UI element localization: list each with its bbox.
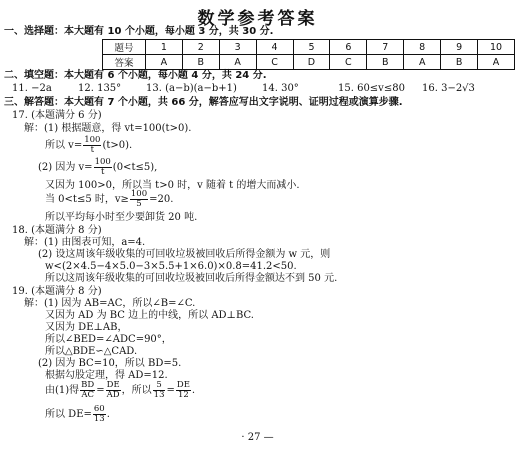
- table-cell: 答案: [103, 55, 146, 70]
- q19-line: 根据勾股定理，得 AD=12.: [45, 370, 168, 381]
- answer-table: [102, 39, 515, 70]
- q18-line: 所以这周该年级收集的可回收垃圾被回收后所得金额达不到 50 元.: [45, 273, 338, 284]
- q18-line: w<(2×4.5−4×5.0−3×5.5+1×6.0)×0.8=41.2<50.: [45, 261, 297, 272]
- table-cell: 2: [182, 40, 219, 55]
- fraction: [80, 381, 95, 400]
- denominator: 13: [93, 414, 105, 424]
- fraction: [94, 158, 112, 177]
- q17-title: 17. (本题满分 6 分): [12, 110, 102, 121]
- fraction: [93, 405, 106, 424]
- fraction: [176, 381, 191, 400]
- table-cell: C: [256, 55, 293, 70]
- fill-answer: 13. (a−b)(a−b+1): [146, 83, 237, 94]
- table-cell: 10: [478, 40, 515, 55]
- table-cell: A: [404, 55, 441, 70]
- numerator: 5: [153, 381, 166, 391]
- q19-line: 所以△BDE∽△CAD.: [45, 346, 138, 357]
- table-row: [103, 55, 515, 70]
- q17-line: 所以平均每小时至少要卸货 20 吨.: [45, 212, 198, 223]
- q17-line: 解：(1) 根据题意，得 vt=100(t>0).: [24, 123, 192, 134]
- text: 所以 DE=: [45, 409, 92, 420]
- section-fill-header: 二、填空题：本大题有 6 个小题，每小题 4 分，共 24 分.: [4, 70, 267, 81]
- numerator: 100: [130, 189, 148, 199]
- table-cell: B: [182, 55, 219, 70]
- table-cell: 9: [441, 40, 478, 55]
- numerator: 60: [93, 404, 105, 414]
- q19-line: 又因为 AD 为 BC 边上的中线，所以 AD⊥BC.: [45, 310, 254, 321]
- text: 所以 v=: [45, 140, 83, 151]
- numerator: 100: [84, 135, 101, 145]
- q18-title: 18. (本题满分 8 分): [12, 225, 102, 236]
- denominator: AC: [81, 390, 95, 400]
- q19-line: (2) 因为 BC=10，所以 BD=5.: [38, 358, 182, 369]
- fraction: [130, 190, 148, 209]
- text: .: [191, 385, 196, 396]
- q17-line: [45, 136, 132, 156]
- q18-line: (2) 设这周该年级收集的可回收垃圾被回收后所得金额为 w 元，则: [38, 249, 331, 260]
- table-cell: C: [330, 55, 367, 70]
- q19-line: 所以∠BED=∠ADC=90°，: [45, 334, 172, 345]
- table-row: [103, 40, 515, 55]
- numerator: 100: [94, 157, 111, 167]
- fill-answer: 14. 30°: [262, 83, 299, 94]
- fraction: [106, 381, 121, 400]
- table-cell: D: [293, 55, 330, 70]
- table-cell: 8: [404, 40, 441, 55]
- table-cell: B: [441, 55, 478, 70]
- table-cell: 3: [219, 40, 256, 55]
- q19-line: 又因为 DE⊥AB，: [45, 322, 128, 333]
- fill-answer: 16. 3−2√3: [422, 83, 475, 94]
- fill-answer: 11. −2a: [12, 83, 52, 94]
- table-cell: 4: [256, 40, 293, 55]
- q19-title: 19. (本题满分 8 分): [12, 286, 102, 297]
- section-solution-header: 三、解答题：本大题有 7 个小题，共 66 分，解答应写出文字说明、证明过程或演算步骤.: [4, 97, 403, 108]
- section-choice-header: 一、选择题：本大题有 10 个小题，每小题 3 分，共 30 分.: [4, 26, 274, 37]
- table-cell: 7: [367, 40, 404, 55]
- text: =: [96, 385, 105, 396]
- text: (0<t≤5),: [112, 162, 158, 173]
- text: ，所以: [121, 385, 152, 396]
- denominator: AD: [106, 390, 120, 400]
- table-cell: A: [145, 55, 182, 70]
- table-cell: 5: [293, 40, 330, 55]
- q19-line: [45, 380, 195, 402]
- fill-answer: 12. 135°: [78, 83, 122, 94]
- q17-line: [38, 158, 157, 178]
- fraction: [83, 136, 101, 155]
- page-title: 数学参考答案: [197, 9, 318, 29]
- table-cell: 6: [330, 40, 367, 55]
- text: 当 0<t≤5 时，v≥: [45, 194, 129, 205]
- table-cell: 1: [145, 40, 182, 55]
- text: =20.: [149, 194, 174, 205]
- page-number: · 27 —: [241, 432, 274, 443]
- numerator: DE: [106, 380, 120, 390]
- denominator: 13: [153, 390, 165, 400]
- text: (t>0).: [102, 140, 133, 151]
- numerator: BD: [81, 380, 95, 390]
- text: =: [166, 385, 175, 396]
- table-cell: 题号: [103, 40, 146, 55]
- denominator: 5: [136, 199, 142, 209]
- fill-answer: 15. 60≤v≤80: [338, 83, 405, 94]
- table-cell: A: [478, 55, 515, 70]
- text: 由(1)得: [45, 385, 80, 396]
- q19-line: [45, 404, 110, 426]
- text: (2) 因为 v=: [38, 162, 93, 173]
- denominator: 12: [177, 390, 189, 400]
- table-cell: A: [219, 55, 256, 70]
- q17-line: 又因为 100>0，所以当 t>0 时，v 随着 t 的增大而减小.: [45, 180, 300, 191]
- denominator: t: [100, 167, 105, 177]
- q17-line: [45, 190, 173, 210]
- table-cell: B: [367, 55, 404, 70]
- fraction: [153, 381, 166, 400]
- denominator: t: [90, 145, 95, 155]
- text: .: [106, 409, 110, 420]
- q18-line: 解：(1) 由图表可知，a=4.: [24, 237, 146, 248]
- numerator: DE: [176, 380, 190, 390]
- q19-line: 解：(1) 因为 AB=AC，所以∠B=∠C.: [24, 298, 196, 309]
